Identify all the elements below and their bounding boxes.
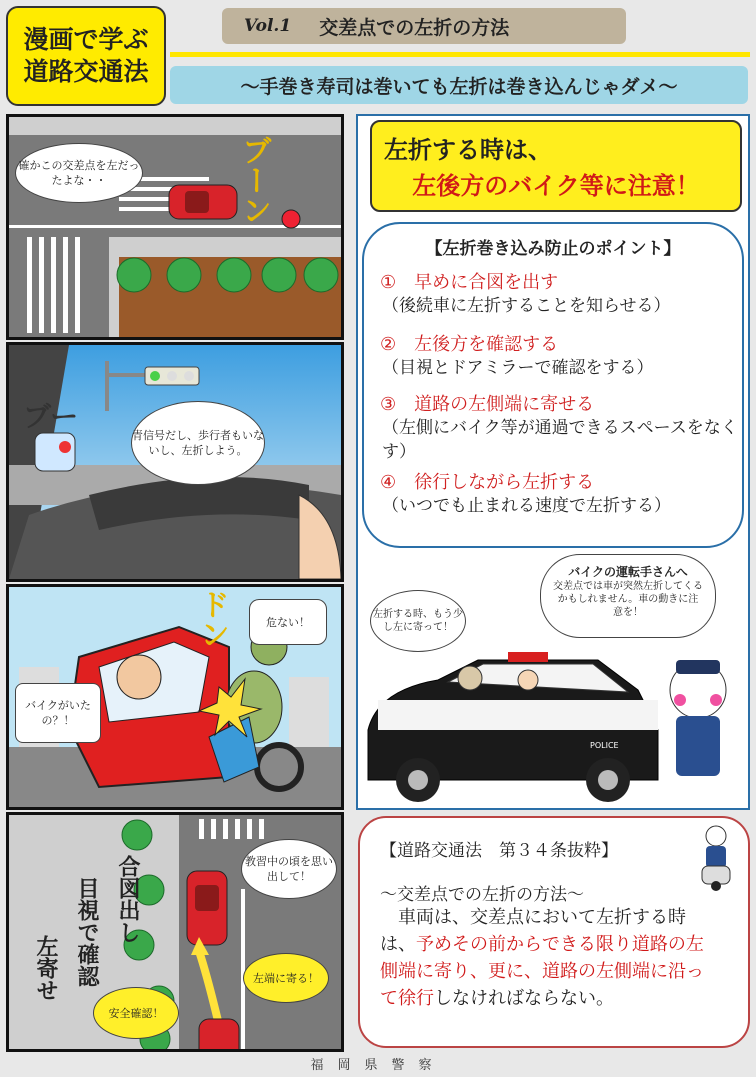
warning-box [370,120,742,212]
police-car-illustration [358,640,748,808]
law-subtitle: ～交差点での左折の方法～ [380,885,584,905]
series-logo [6,6,166,106]
manga-panel-3 [6,584,344,810]
engine-sound-effect: ブーン [236,135,271,225]
instructor-bubble: 教習中の頃を思い出して！ [241,839,337,899]
manga-panel-2 [6,342,344,582]
header-divider [170,52,750,57]
keep-left-bubble: 左端に寄る！ [243,953,329,1003]
volume-title-bar [222,8,626,44]
point-1-heading: ① 早めに合図を出す [380,272,559,293]
rider-message-text: 交差点では車が突然左折してくるかもしれません。車の動きに注意を！ [553,581,703,618]
step-visual-check-text: 目視で確認 [74,877,100,987]
manga-panel-1 [6,114,344,340]
point-3-heading: ③ 道路の左側端に寄せる [380,394,595,415]
driver-thought-bubble: 確かこの交差点を左だったよな・・ [15,143,143,203]
driver-thought-bubble: 青信号だし、歩行者もいないし、左折しよう。 [131,401,265,485]
law-body [380,904,720,1012]
driver-surprise-bubble: バイクがいたの？！ [15,683,101,743]
logo-line-1: 漫画で学ぶ [23,25,149,54]
warning-line-1: 左折する時は、 [384,136,552,164]
footer-organization: 福岡県警察 [310,1058,446,1073]
point-2-detail: （目視とドアミラーで確認をする） [382,358,654,378]
law-body-text-2: しなければならない。 [434,988,614,1009]
step-signal-text: 合図出し [115,855,141,943]
point-3-detail: （左側にバイク等が通過できるスペースをなくす） [382,418,738,462]
point-2-heading: ② 左後方を確認する [380,334,559,355]
police-car-bubble: 左折する時、もう少し左に寄って！ [370,590,466,652]
point-4-heading: ④ 徐行しながら左折する [380,472,595,493]
law-body-text-1: 車両は、交差点において左折する時は、 [380,907,686,955]
prevention-points-title: 【左折巻き込み防止のポイント】 [425,239,681,259]
page-title: 交差点での左折の方法 [319,16,510,39]
rider-message-bubble [540,554,716,638]
law-title: 【道路交通法 第３４条抜粋】 [380,841,618,861]
sound-effect: ブー [23,400,79,433]
police-motorcycle-icon [692,822,740,892]
rider-shout-bubble: 危ない！ [249,599,327,645]
point-4-detail: （いつでも止まれる速度で左折する） [382,496,671,516]
page-subtitle: ～手巻き寿司は巻いても左折は巻き込んじゃダメ～ [170,66,748,104]
impact-sound-effect: ドン [194,589,229,649]
law-body-red-text: 予めその前からできる限り道路の左側端に寄り、更に、道路の左側端に沿って徐行 [380,934,704,1009]
point-1-detail: （後続車に左折することを知らせる） [382,296,671,316]
police-car-label: POLICE [590,741,619,750]
manga-panel-4 [6,812,344,1052]
rider-message-title: バイクの運転手さんへ [568,565,688,579]
step-keep-left-text: 左寄せ [33,935,59,1001]
safety-check-bubble: 安全確認！ [93,987,179,1039]
warning-line-2: 左後方のバイク等に注意！ [412,172,700,200]
volume-number: Vol.1 [244,16,292,36]
logo-line-2: 道路交通法 [23,57,149,86]
